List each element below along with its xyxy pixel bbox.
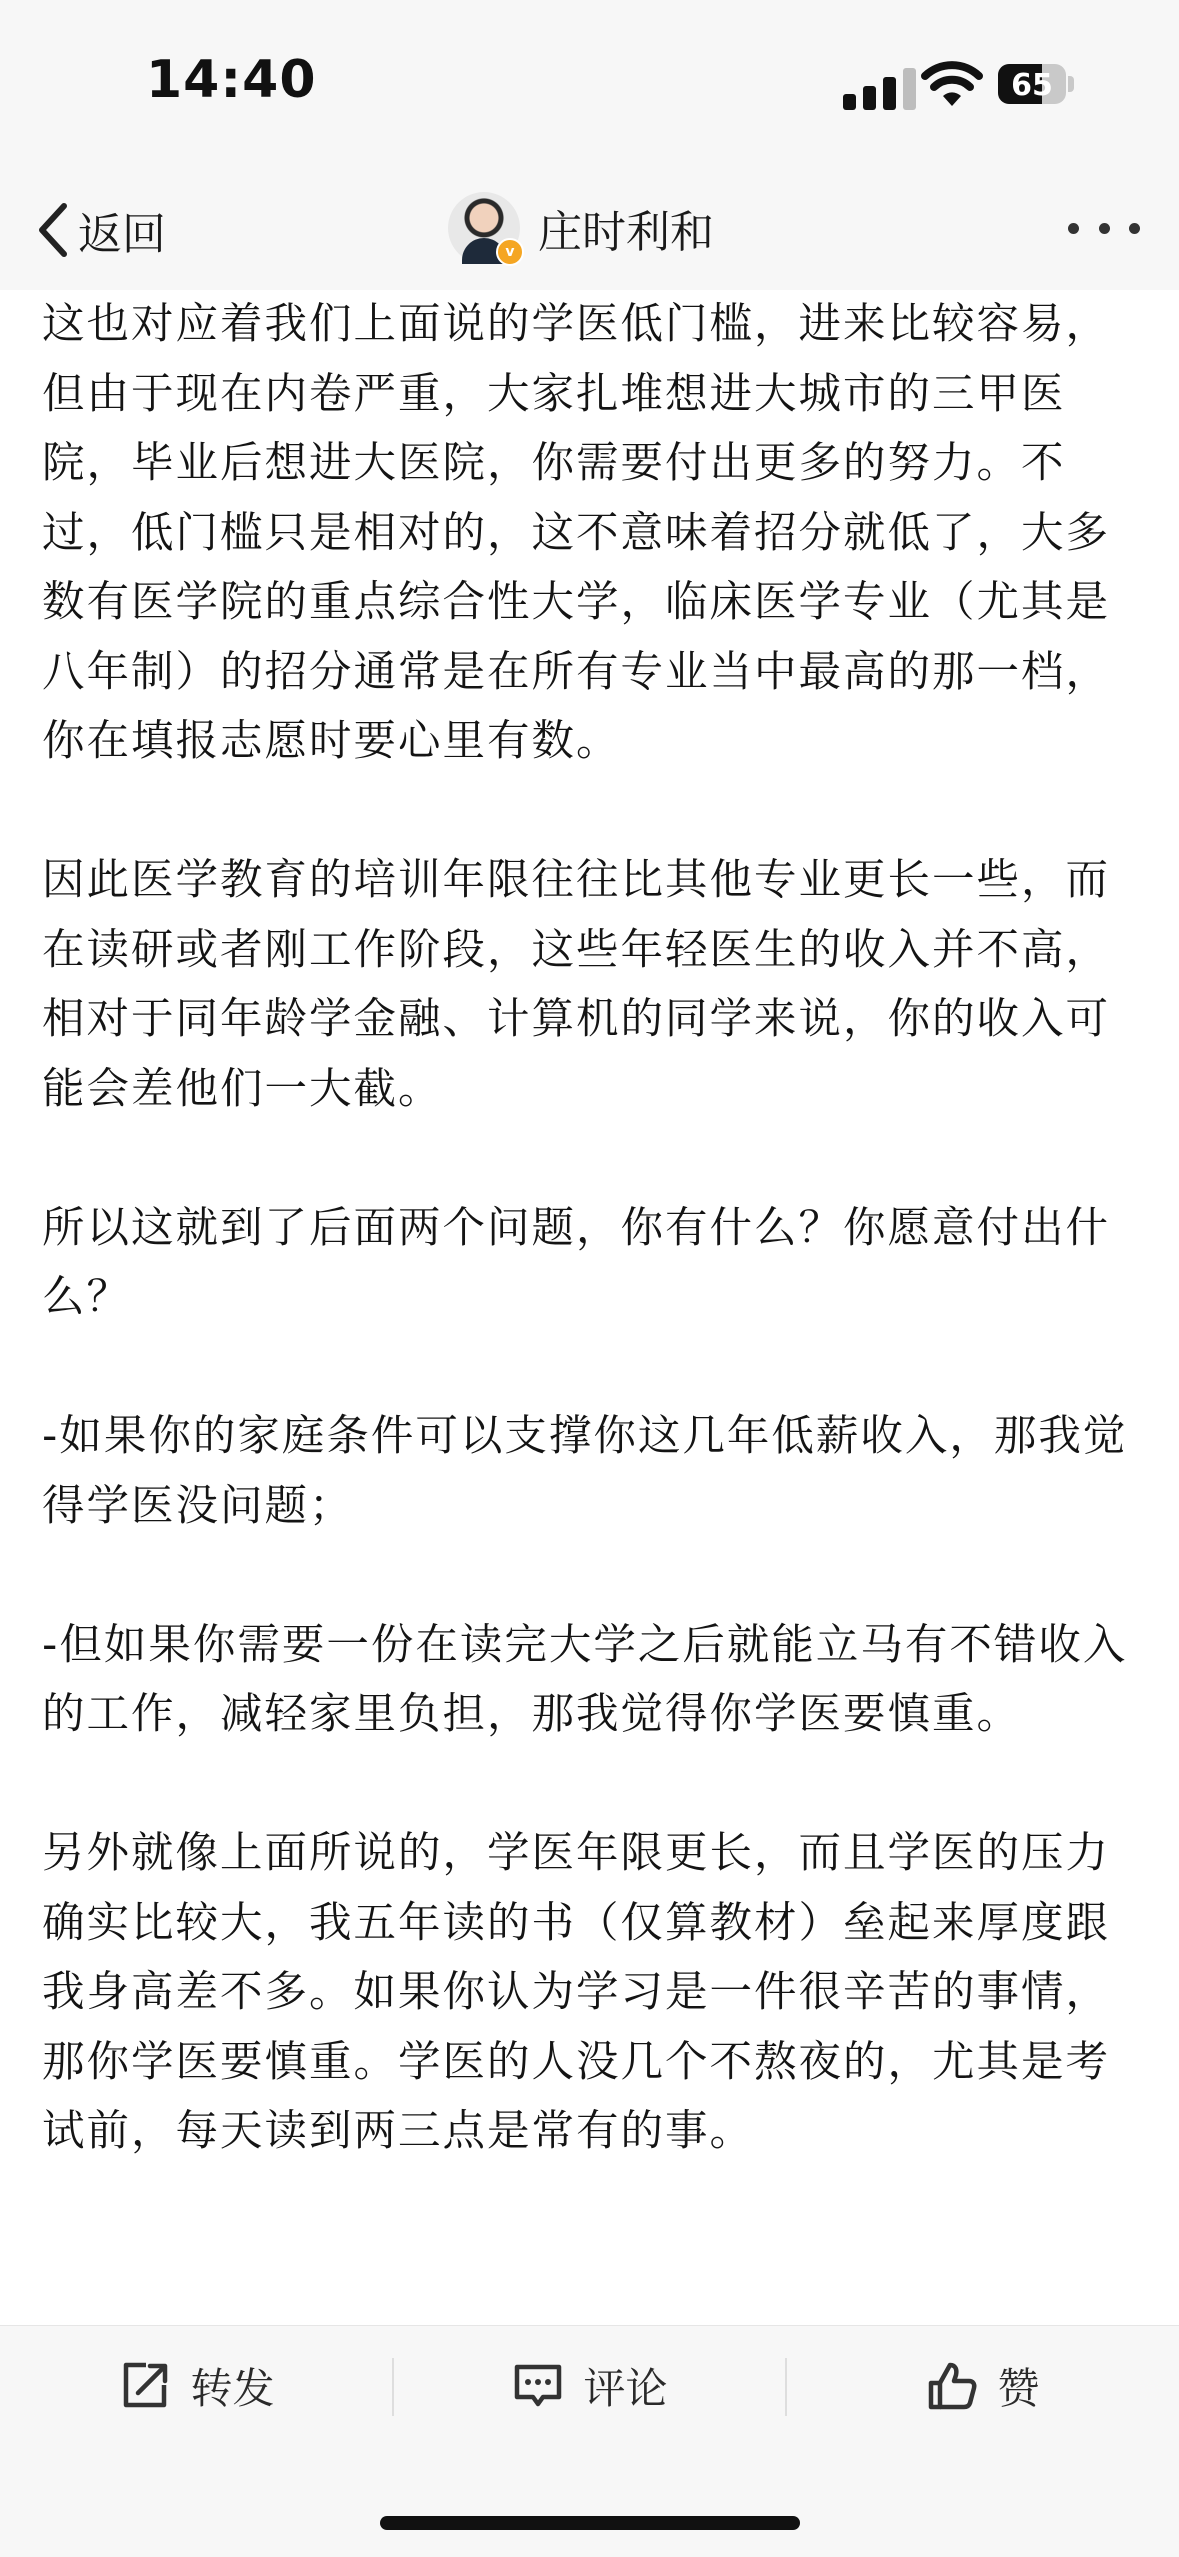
article-paragraph: 所以这就到了后面两个问题，你有什么？你愿意付出什么？ bbox=[42, 1203, 1111, 1322]
chevron-left-icon bbox=[34, 200, 74, 260]
article-paragraph: -但如果你需要一份在读完大学之后就能立马有不错收入的工作，减轻家里负担，那我觉得你学医要慎重。 bbox=[42, 1620, 1128, 1739]
action-divider bbox=[392, 2358, 394, 2416]
battery-cap bbox=[1068, 76, 1074, 92]
thumbs-up-icon bbox=[925, 2359, 979, 2413]
article-paragraph: 因此医学教育的培训年限往往比其他专业更长一些，而在读研或者刚工作阶段，这些年轻医生的收入并不高，相对于同年龄学金融、计算机的同学来说，你的收入可能会差他们一大截。 bbox=[42, 856, 1111, 1114]
home-indicator[interactable] bbox=[380, 2516, 800, 2530]
like-button[interactable] bbox=[786, 2326, 1179, 2446]
repost-button[interactable] bbox=[0, 2326, 393, 2446]
repost-label: 转发 bbox=[190, 2364, 275, 2413]
battery-percent: 65 bbox=[1011, 68, 1053, 103]
back-label: 返回 bbox=[78, 209, 166, 260]
cellular-signal-icon bbox=[843, 64, 923, 110]
comment-button[interactable] bbox=[393, 2326, 786, 2446]
status-bar bbox=[0, 0, 1179, 170]
back-button[interactable] bbox=[34, 200, 166, 260]
author-name[interactable]: 庄时利和 bbox=[538, 207, 714, 258]
more-icon bbox=[1068, 223, 1079, 234]
comment-label: 评论 bbox=[583, 2364, 668, 2413]
article-paragraph: 这也对应着我们上面说的学医低门槛，进来比较容易，但由于现在内卷严重，大家扎堆想进大城市的三甲医院，毕业后想进大医院，你需要付出更多的努力。不过，低门槛只是相对的，这不意味着招分就低了，大多数有医学院的重点综合性大学，临床医学专业（尤其是八年制）的招分通常是在所有专业当中最高的那一档，你在填报志愿时要心里有数。 bbox=[42, 300, 1111, 766]
nav-bar bbox=[0, 170, 1179, 290]
more-icon-dot bbox=[1129, 223, 1140, 234]
verified-badge-icon: v bbox=[496, 238, 524, 266]
like-label: 赞 bbox=[997, 2364, 1040, 2413]
status-time: 14:40 bbox=[146, 50, 317, 110]
repost-icon bbox=[118, 2359, 172, 2413]
author-header[interactable] bbox=[448, 190, 714, 266]
article-body[interactable] bbox=[42, 290, 1142, 2325]
article-paragraph: -如果你的家庭条件可以支撑你这几年低薪收入，那我觉得学医没问题； bbox=[42, 1412, 1128, 1531]
avatar[interactable] bbox=[448, 192, 520, 264]
action-bar bbox=[0, 2325, 1179, 2557]
more-button[interactable] bbox=[1068, 218, 1140, 238]
wifi-icon bbox=[920, 54, 984, 110]
more-icon-dot bbox=[1099, 223, 1110, 234]
battery-icon bbox=[998, 64, 1066, 104]
comment-icon bbox=[511, 2359, 565, 2413]
action-divider bbox=[785, 2358, 787, 2416]
article-paragraph: 另外就像上面所说的，学医年限更长，而且学医的压力确实比较大，我五年读的书（仅算教材）垒起来厚度跟我身高差不多。如果你认为学习是一件很辛苦的事情，那你学医要慎重。学医的人没几个不熬夜的，尤其是考试前，每天读到两三点是常有的事。 bbox=[42, 1829, 1111, 2156]
